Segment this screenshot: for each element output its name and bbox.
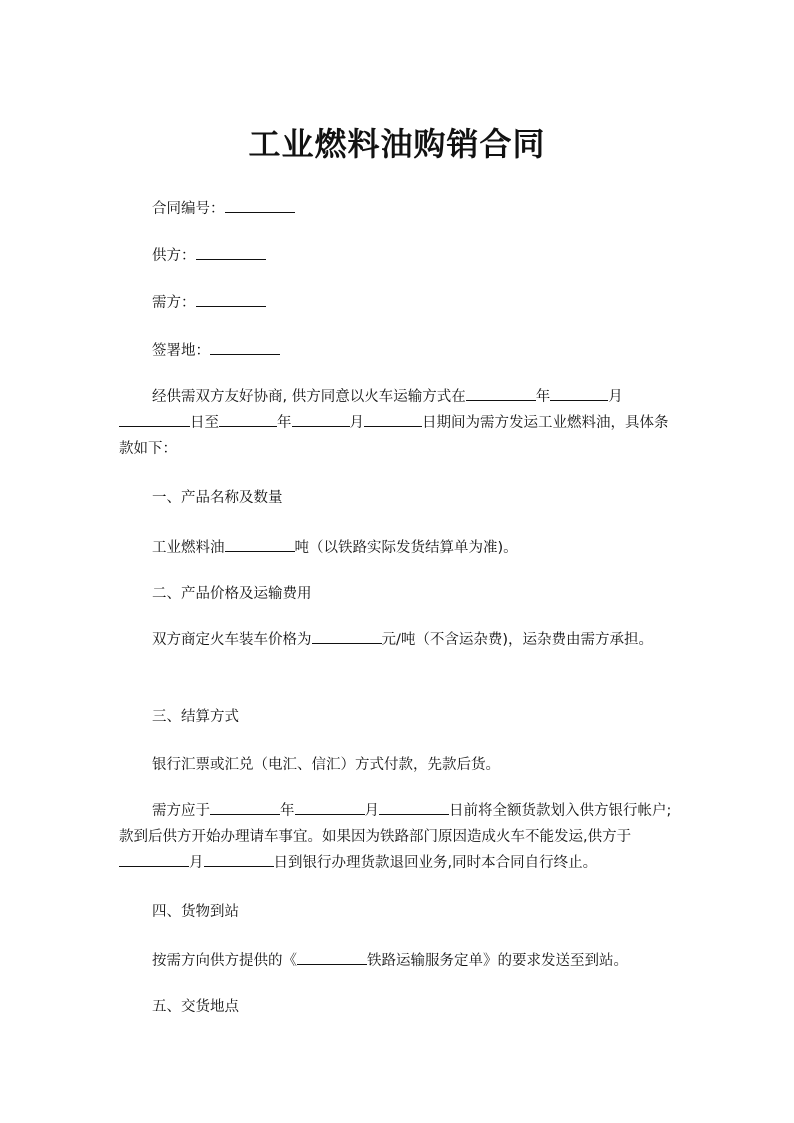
intro-text-end: 日期间为需方发运工业燃料油，具体条款如下：: [119, 415, 669, 457]
contract-number-blank[interactable]: [225, 198, 295, 213]
buyer-label: 需方：: [152, 295, 196, 311]
intro-blank-month[interactable]: [550, 386, 608, 401]
section-2-text-a: 双方商定火车装车价格为: [152, 632, 312, 648]
section-2-text: [119, 627, 675, 653]
section-4-text: [152, 950, 628, 971]
intro-paragraph: [119, 384, 675, 462]
section-1-text-b: 吨（以铁路实际发货结算单为准)。: [294, 540, 518, 556]
intro-day-to: 日至: [190, 415, 219, 431]
price-blank[interactable]: [312, 629, 382, 644]
supplier-field: [152, 245, 266, 266]
supplier-label: 供方：: [152, 248, 196, 264]
refund-month-label: 月: [189, 855, 204, 871]
section-5-heading: 五、交货地点: [152, 999, 239, 1015]
section-1-text-a: 工业燃料油: [152, 540, 225, 556]
section-2-text-b: 元/吨（不含运杂费)，运杂费由需方承担。: [381, 632, 654, 648]
buyer-blank[interactable]: [196, 292, 266, 307]
section-4-text-a: 按需方向供方提供的《: [152, 953, 297, 969]
contract-number-field: [152, 198, 295, 219]
contract-number-label: 合同编号：: [152, 201, 225, 217]
intro-month2: 月: [349, 415, 364, 431]
intro-blank-year[interactable]: [466, 386, 536, 401]
quantity-blank[interactable]: [225, 537, 295, 552]
sign-place-field: [152, 340, 280, 361]
payment-month-label: 月: [364, 803, 379, 819]
railway-order-blank[interactable]: [297, 950, 367, 965]
payment-month-blank[interactable]: [295, 800, 365, 815]
sign-place-blank[interactable]: [210, 340, 280, 355]
supplier-blank[interactable]: [196, 245, 266, 260]
payment-year-label: 年: [280, 803, 295, 819]
refund-month-blank[interactable]: [119, 852, 189, 867]
section-4-text-b: 铁路运输服务定单》的要求发送至到站。: [367, 953, 628, 969]
payment-year-blank[interactable]: [210, 800, 280, 815]
intro-month: 月: [608, 389, 623, 405]
sign-place-label: 签署地：: [152, 343, 210, 359]
intro-blank-year2[interactable]: [219, 412, 277, 427]
intro-blank-month2[interactable]: [292, 412, 350, 427]
intro-blank-day2[interactable]: [364, 412, 422, 427]
section-1-heading: 一、产品名称及数量: [152, 490, 283, 506]
refund-day-blank[interactable]: [204, 852, 274, 867]
section-4-heading: 四、货物到站: [152, 904, 239, 920]
section-3-text-1: 银行汇票或汇兑（电汇、信汇）方式付款，先款后货。: [152, 757, 500, 773]
intro-text-1: 经供需双方友好协商, 供方同意以火车运输方式在: [152, 389, 466, 405]
intro-year: 年: [535, 389, 551, 405]
section-2-heading: 二、产品价格及运输费用: [152, 586, 312, 602]
section-1-text: [152, 537, 518, 558]
section-3-text-2-b: 日前将全额货款划入供方银行帐户;款到后供方开始办理请车事宜。如果因为铁路部门原因造成火车不能发运,供方于: [119, 803, 672, 845]
section-3-text-2-c: 日到银行办理货款退回业务,同时本合同自行终止。: [273, 855, 598, 871]
intro-blank-day[interactable]: [119, 412, 190, 427]
page-title: 工业燃料油购销合同: [248, 125, 546, 163]
section-3-heading: 三、结算方式: [152, 709, 239, 725]
section-3-text-2: [119, 798, 675, 876]
payment-day-blank[interactable]: [379, 800, 449, 815]
intro-year2: 年: [277, 415, 292, 431]
section-3-text-2-a: 需方应于: [152, 803, 210, 819]
buyer-field: [152, 292, 266, 313]
